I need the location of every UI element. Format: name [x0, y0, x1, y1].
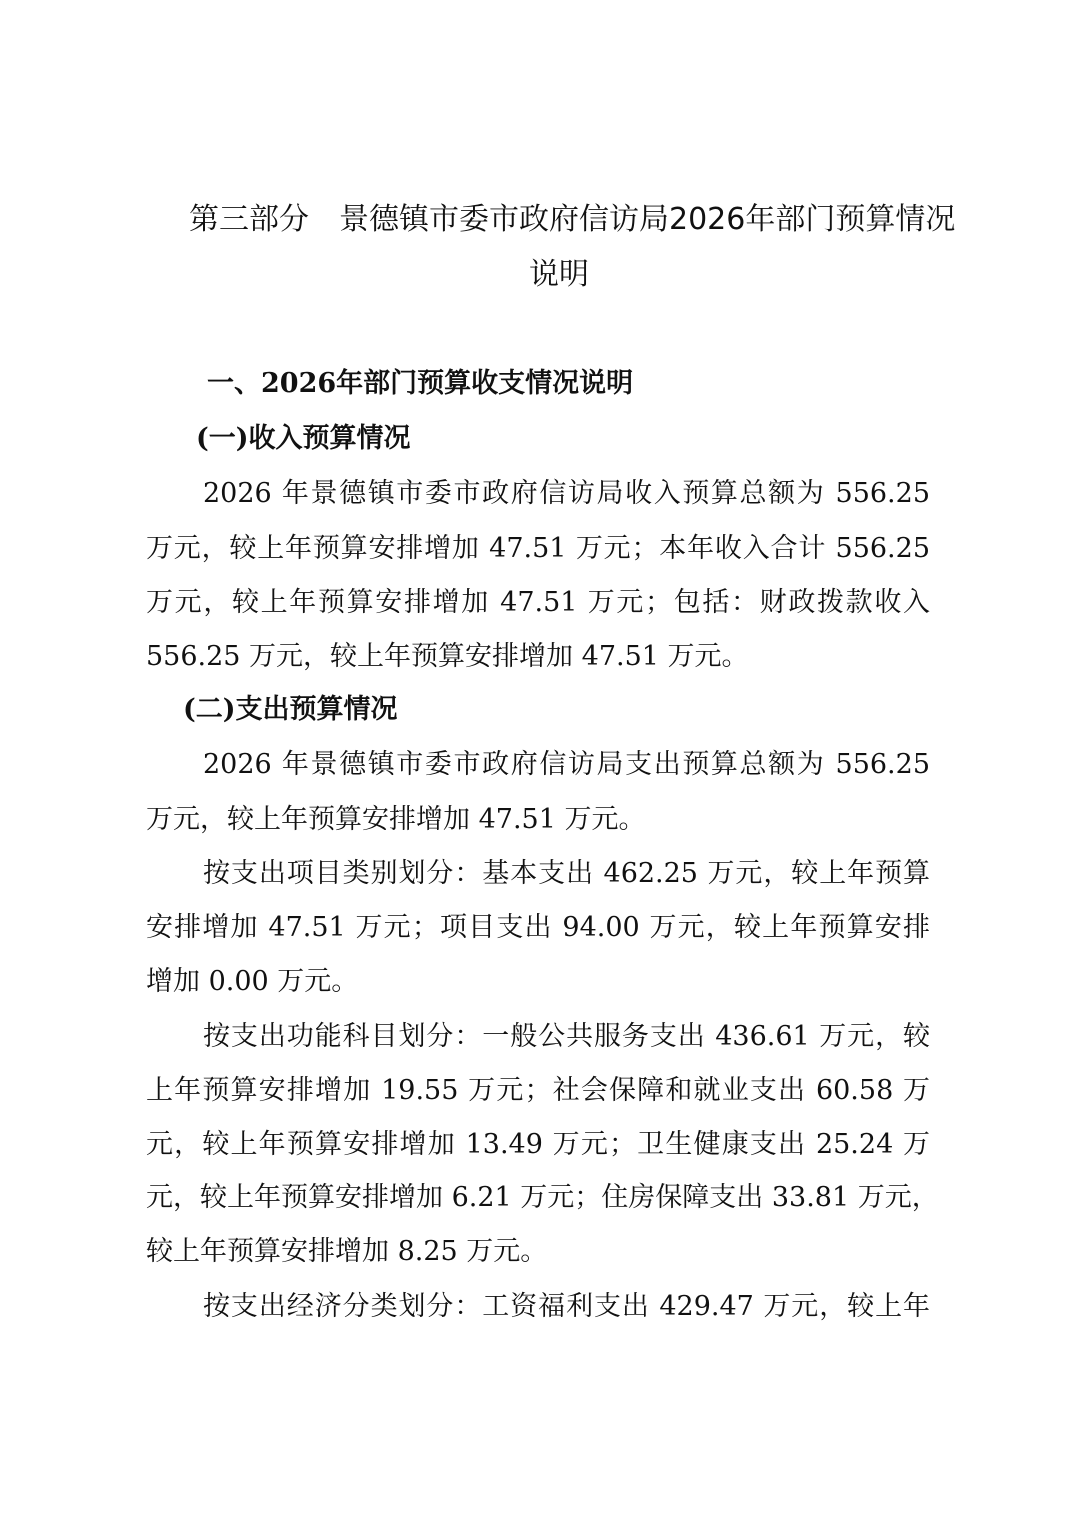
- expense-by-function-line: 元，较上年预算安排增加 13.49 万元；卫生健康支出 25.24 万: [146, 1129, 930, 1160]
- income-heading: (一)收入预算情况: [196, 423, 411, 454]
- expense-by-function-line: 元，较上年预算安排增加 6.21 万元；住房保障支出 33.81 万元，: [146, 1182, 939, 1213]
- expense-by-function-line: 较上年预算安排增加 8.25 万元。: [146, 1236, 548, 1267]
- page-title-line-2: 说明: [529, 257, 589, 292]
- expense-by-type-line: 安排增加 47.51 万元；项目支出 94.00 万元，较上年预算安排: [146, 912, 930, 943]
- income-paragraph-line: 556.25 万元，较上年预算安排增加 47.51 万元。: [146, 641, 749, 672]
- expense-total-line: 2026 年景德镇市委市政府信访局支出预算总额为 556.25: [203, 749, 930, 780]
- income-paragraph-line: 万元，较上年预算安排增加 47.51 万元；本年收入合计 556.25: [146, 533, 930, 564]
- expense-heading: (二)支出预算情况: [183, 694, 398, 725]
- income-paragraph-line: 2026 年景德镇市委市政府信访局收入预算总额为 556.25: [203, 478, 930, 509]
- expense-by-economic-line: 按支出经济分类划分：工资福利支出 429.47 万元，较上年: [203, 1291, 930, 1322]
- expense-by-type-line: 按支出项目类别划分：基本支出 462.25 万元，较上年预算: [203, 858, 930, 889]
- page-title-line-1: 第三部分 景德镇市委市政府信访局2026年部门预算情况: [189, 202, 956, 237]
- income-paragraph-line: 万元，较上年预算安排增加 47.51 万元；包括：财政拨款收入: [146, 587, 930, 618]
- section-heading: 一、2026年部门预算收支情况说明: [207, 368, 634, 399]
- expense-by-function-line: 上年预算安排增加 19.55 万元；社会保障和就业支出 60.58 万: [146, 1075, 930, 1106]
- expense-by-function-line: 按支出功能科目划分：一般公共服务支出 436.61 万元，较: [203, 1021, 930, 1052]
- expense-by-type-line: 增加 0.00 万元。: [146, 966, 359, 997]
- expense-total-line: 万元，较上年预算安排增加 47.51 万元。: [146, 804, 646, 835]
